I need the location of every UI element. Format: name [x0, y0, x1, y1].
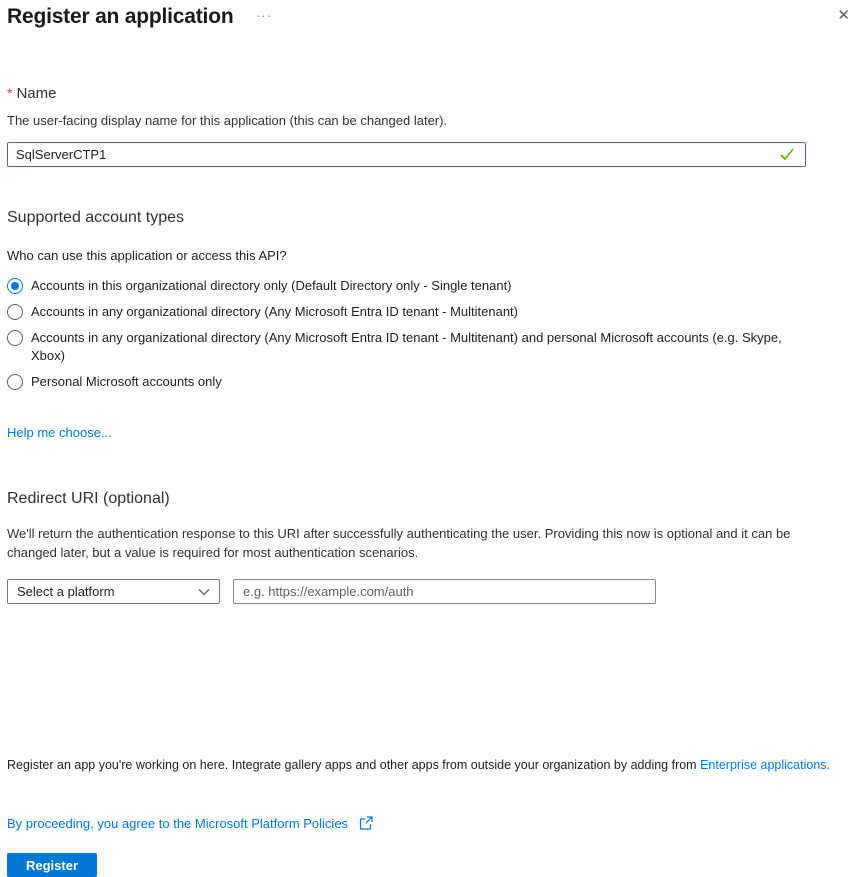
- account-types-radio-group: [7, 277, 855, 391]
- radio-icon[interactable]: [7, 374, 23, 390]
- redirect-uri-input[interactable]: [233, 579, 656, 604]
- radio-option-label: Accounts in this organizational directory only (Default Directory only - Single tenant): [31, 278, 512, 293]
- name-field-description: The user-facing display name for this application (this can be changed later).: [7, 113, 448, 128]
- redirect-uri-controls: [7, 579, 855, 604]
- account-types-heading: Supported account types: [7, 209, 185, 226]
- more-options-icon[interactable]: ···: [255, 8, 272, 23]
- blade-header: [7, 5, 855, 35]
- enterprise-apps-info: [7, 758, 855, 772]
- redirect-uri-heading: Redirect URI (optional): [7, 490, 170, 507]
- radio-option-personal-only[interactable]: [7, 373, 855, 391]
- radio-option-label: Accounts in any organizational directory (Any Microsoft Entra ID tenant - Multitenant): [31, 304, 518, 319]
- platform-select-dropdown[interactable]: [7, 579, 220, 604]
- close-icon[interactable]: ✕: [837, 7, 850, 24]
- radio-icon[interactable]: [7, 278, 23, 294]
- info-text-prefix: Register an app you're working on here. Integrate gallery apps and other apps from outside your organization by adding from: [7, 758, 701, 772]
- radio-option-label: Personal Microsoft accounts only: [31, 374, 222, 389]
- page-title: Register an application: [7, 5, 234, 28]
- register-button[interactable]: Register: [7, 853, 97, 877]
- name-field-label: [7, 85, 855, 102]
- radio-option-single-tenant[interactable]: [7, 277, 855, 295]
- radio-icon[interactable]: [7, 304, 23, 320]
- name-label-text: Name: [16, 85, 57, 102]
- name-input-wrapper: [7, 142, 806, 167]
- radio-icon[interactable]: [7, 330, 23, 346]
- redirect-uri-description: We'll return the authentication response to this URI after successfully authenticating the user. Providing this now is optional and it can be changed later, but a value is required for most authentication scenarios.: [7, 526, 791, 560]
- info-text-suffix: .: [826, 758, 831, 772]
- external-link-icon: [359, 816, 373, 833]
- platform-policies-link[interactable]: By proceeding, you agree to the Microsoft Platform Policies: [7, 816, 349, 831]
- radio-option-multitenant[interactable]: [7, 303, 855, 321]
- enterprise-applications-link[interactable]: Enterprise applications: [700, 758, 827, 772]
- platform-policies-line: [7, 816, 855, 833]
- chevron-down-icon: [198, 584, 210, 599]
- account-types-question: Who can use this application or access this API?: [7, 248, 287, 263]
- required-asterisk: *: [7, 85, 13, 101]
- radio-option-multitenant-personal[interactable]: [7, 329, 855, 365]
- name-input[interactable]: [7, 142, 806, 167]
- platform-select-value: Select a platform: [17, 584, 115, 599]
- valid-checkmark-icon: [779, 147, 795, 166]
- radio-option-label: Accounts in any organizational directory (Any Microsoft Entra ID tenant - Multitenant) and personal Microsoft accounts (e.g. Skype, Xbox): [31, 330, 782, 363]
- help-me-choose-link[interactable]: Help me choose...: [7, 425, 112, 440]
